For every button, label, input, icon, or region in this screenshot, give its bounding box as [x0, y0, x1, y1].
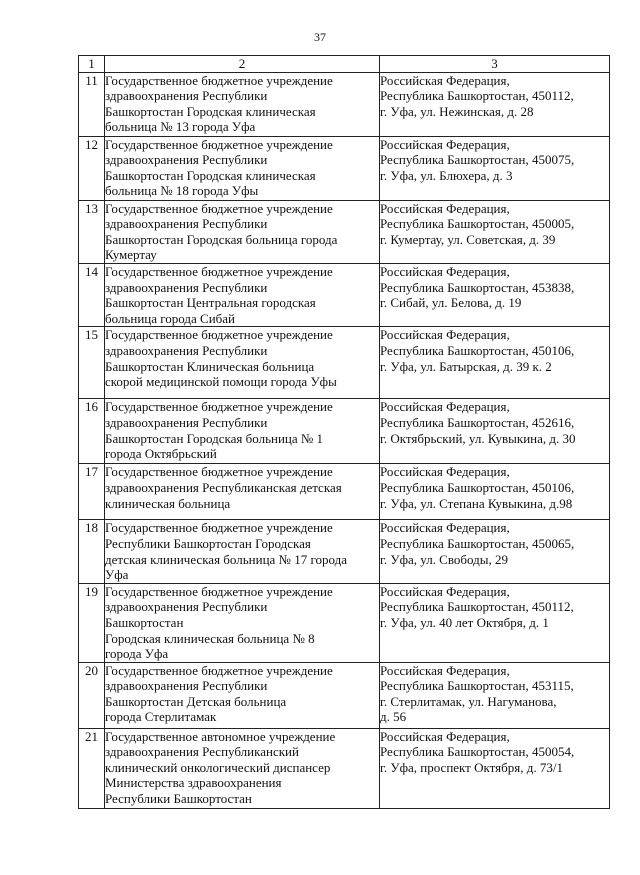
institution-name: Государственное бюджетное учреждение здравоохранения Республики Башкортостан Городская клиническая больница № 8 города Уфа — [105, 583, 380, 662]
row-number: 20 — [79, 662, 105, 728]
table-row — [79, 520, 610, 583]
row-number: 13 — [79, 200, 105, 263]
row-number: 17 — [79, 464, 105, 520]
institution-name: Государственное автономное учреждение здравоохранения Республиканский клинический онкологический диспансер Министерства здравоохранения Республики Башкортостан — [105, 728, 380, 808]
table-row — [79, 72, 610, 136]
table-row — [79, 263, 610, 326]
table-row — [79, 583, 610, 662]
institution-name: Государственное бюджетное учреждение здравоохранения Республики Башкортостан Городская клиническая больница № 18 города Уфы — [105, 136, 380, 200]
table-row — [79, 464, 610, 520]
institution-address: Российская Федерация, Республика Башкортостан, 450106, г. Уфа, ул. Степана Кувыкина, д.98 — [380, 464, 610, 520]
institution-address: Российская Федерация, Республика Башкортостан, 450112, г. Уфа, ул. Нежинская, д. 28 — [380, 72, 610, 136]
institution-name: Государственное бюджетное учреждение здравоохранения Республики Башкортостан Городская клиническая больница № 13 города Уфа — [105, 72, 380, 136]
row-number: 16 — [79, 399, 105, 464]
table-row — [79, 662, 610, 728]
institution-address: Российская Федерация, Республика Башкортостан, 450005, г. Кумертау, ул. Советская, д. 39 — [380, 200, 610, 263]
institution-name: Государственное бюджетное учреждение здравоохранения Республики Башкортостан Центральная городская больница города Сибай — [105, 263, 380, 326]
institution-name: Государственное бюджетное учреждение здравоохранения Республики Башкортостан Детская больница города Стерлитамак — [105, 662, 380, 728]
institution-name: Государственное бюджетное учреждение здравоохранения Республиканская детская клиническая больница — [105, 464, 380, 520]
institutions-table — [78, 55, 610, 809]
institution-name: Государственное бюджетное учреждение здравоохранения Республики Башкортостан Городская больница № 1 города Октябрьский — [105, 399, 380, 464]
column-header-name: 2 — [105, 56, 380, 73]
institution-name: Государственное бюджетное учреждение Республики Башкортостан Городская детская клиническая больница № 17 города Уфа — [105, 520, 380, 583]
column-header-address: 3 — [380, 56, 610, 73]
table-row — [79, 136, 610, 200]
institution-name: Государственное бюджетное учреждение здравоохранения Республики Башкортостан Клиническая больница скорой медицинской помощи города Уфы — [105, 327, 380, 399]
row-number: 15 — [79, 327, 105, 399]
institution-address: Российская Федерация, Республика Башкортостан, 453838, г. Сибай, ул. Белова, д. 19 — [380, 263, 610, 326]
table-header-row — [79, 56, 610, 73]
row-number: 18 — [79, 520, 105, 583]
page-number: 37 — [314, 30, 326, 44]
institution-address: Российская Федерация, Республика Башкортостан, 450106, г. Уфа, ул. Батырская, д. 39 к. 2 — [380, 327, 610, 399]
row-number: 12 — [79, 136, 105, 200]
column-header-number: 1 — [79, 56, 105, 73]
row-number: 19 — [79, 583, 105, 662]
table-row — [79, 200, 610, 263]
table-row — [79, 728, 610, 808]
institution-address: Российская Федерация, Республика Башкортостан, 450112, г. Уфа, ул. 40 лет Октября, д. 1 — [380, 583, 610, 662]
table-row — [79, 327, 610, 399]
institution-name: Государственное бюджетное учреждение здравоохранения Республики Башкортостан Городская больница города Кумертау — [105, 200, 380, 263]
institution-address: Российская Федерация, Республика Башкортостан, 450054, г. Уфа, проспект Октября, д. 73/1 — [380, 728, 610, 808]
institution-address: Российская Федерация, Республика Башкортостан, 450075, г. Уфа, ул. Блюхера, д. 3 — [380, 136, 610, 200]
row-number: 21 — [79, 728, 105, 808]
row-number: 14 — [79, 263, 105, 326]
institution-address: Российская Федерация, Республика Башкортостан, 450065, г. Уфа, ул. Свободы, 29 — [380, 520, 610, 583]
institution-address: Российская Федерация, Республика Башкортостан, 452616, г. Октябрьский, ул. Кувыкина, д. 30 — [380, 399, 610, 464]
table-row — [79, 399, 610, 464]
row-number: 11 — [79, 72, 105, 136]
institution-address: Российская Федерация, Республика Башкортостан, 453115, г. Стерлитамак, ул. Нагуманова, д. 56 — [380, 662, 610, 728]
